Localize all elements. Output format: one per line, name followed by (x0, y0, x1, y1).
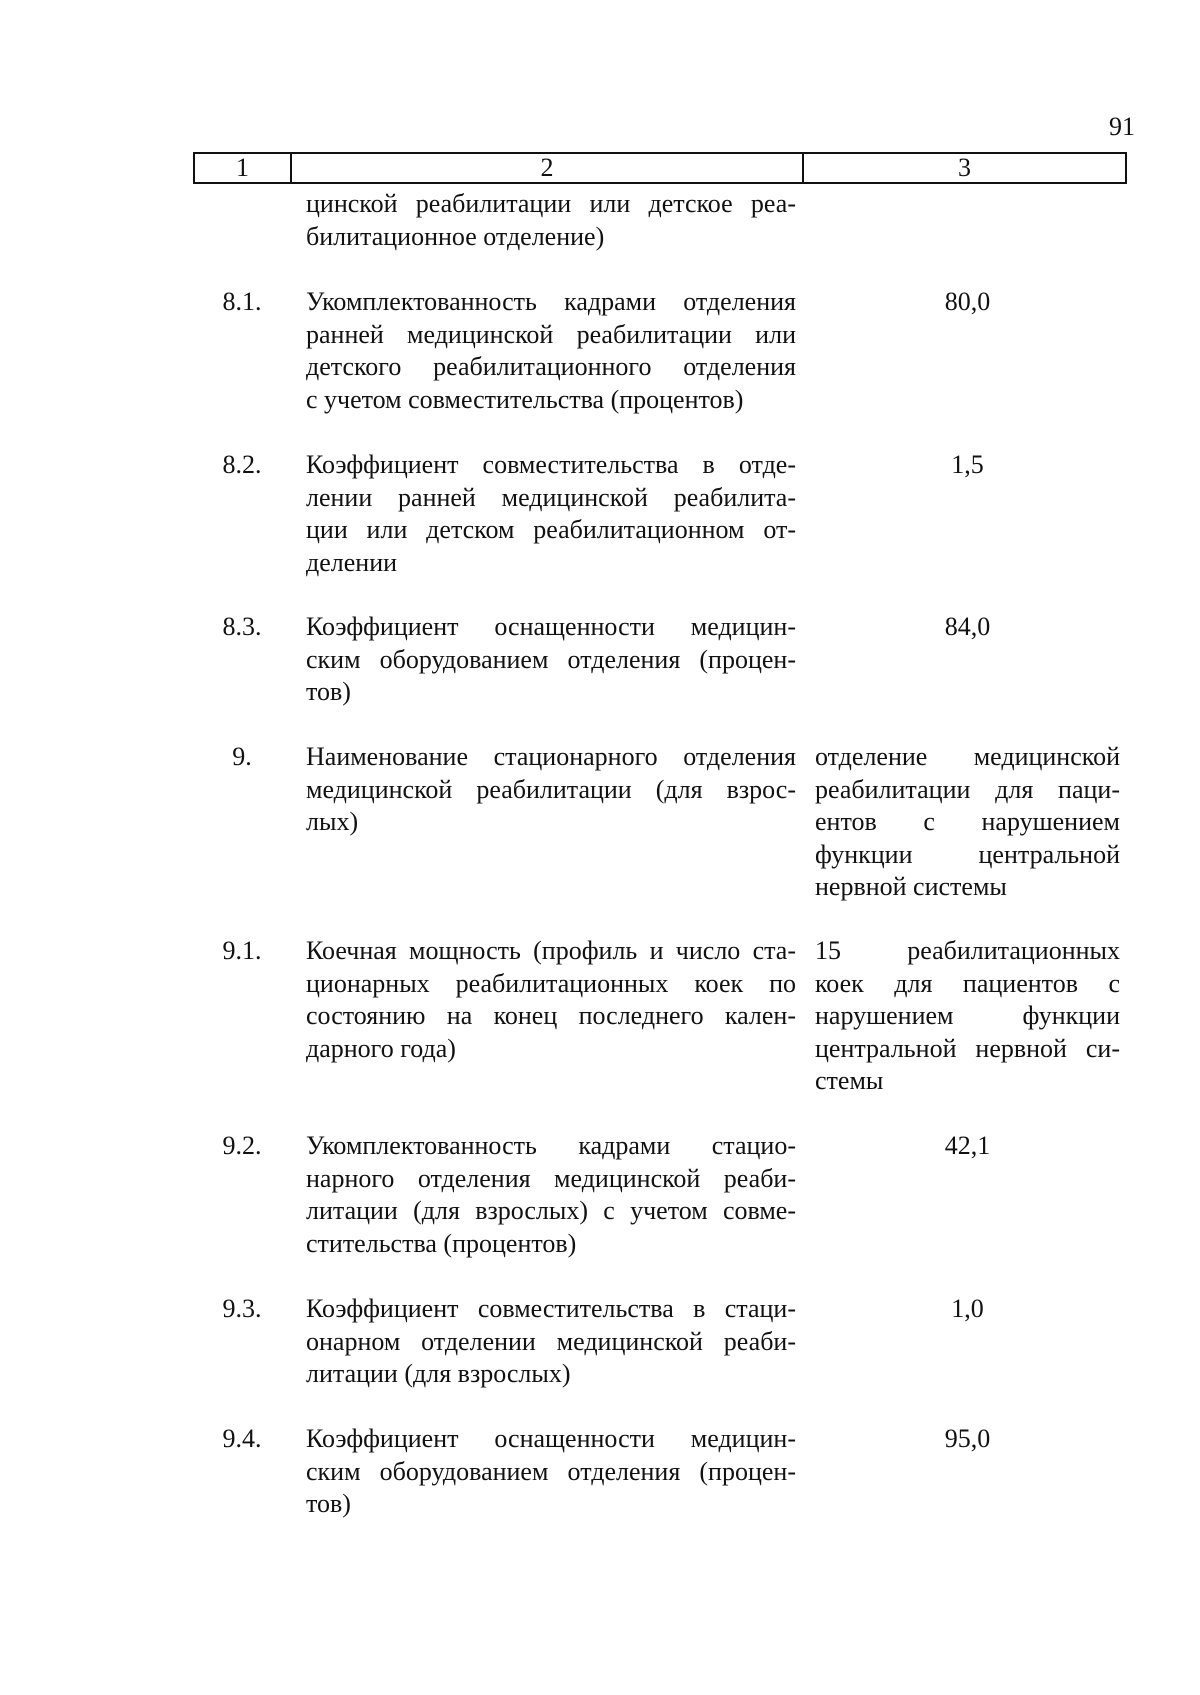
description-line: Наименование стационарного отделения (306, 742, 796, 771)
description-line: Коэффициент совместительства в стаци- (306, 1294, 796, 1323)
description-line: Укомплектованность кадрами отделения (306, 287, 796, 316)
header-col-2: 2 (292, 154, 804, 182)
header-col-3: 3 (958, 153, 971, 182)
description-line: стительства (процентов) (306, 1228, 577, 1258)
value-line: функции центральной (815, 839, 1120, 869)
page-number: 91 (1109, 112, 1135, 141)
row-number: 9.1. (222, 936, 262, 965)
description-line: ранней медицинской реабилитации или (306, 319, 796, 349)
description-line: медицинской реабилитации (для взрос- (306, 774, 796, 804)
continuation-text (306, 188, 796, 253)
row-value: 1,5 (951, 450, 984, 479)
value-line: нарушением функции (815, 1001, 1120, 1030)
row-number: 9.3. (222, 1294, 262, 1323)
description-line: Коэффициент совместительства в отде- (306, 450, 796, 479)
continuation-line: билитационное отделение) (306, 221, 605, 251)
row-description (306, 1293, 796, 1391)
description-line: ским оборудованием отделения (процен- (306, 1456, 796, 1486)
row-number: 8.3. (222, 612, 262, 641)
description-line: лых) (306, 807, 359, 836)
header-col-1: 1 (195, 154, 292, 182)
table-header (193, 152, 1127, 184)
value-line: центральной нервной си- (815, 1033, 1120, 1063)
row-number: 9.2. (222, 1131, 262, 1160)
row-description (306, 286, 796, 416)
value-line: нервной системы (815, 872, 1007, 901)
description-line: с учетом совместительства (процентов) (306, 384, 744, 414)
row-description (306, 1130, 796, 1260)
row-number: 8.2. (222, 450, 262, 479)
description-line: ции или детском реабилитационном от- (306, 515, 796, 544)
row-number: 8.1. (222, 287, 262, 316)
description-line: онарном отделении медицинской реаби- (306, 1326, 796, 1356)
row-value: 95,0 (944, 1424, 991, 1453)
description-line: тов) (306, 1489, 351, 1518)
description-line: литации (для взрослых) (306, 1359, 571, 1388)
row-number: 9.4. (222, 1424, 262, 1453)
description-line: Коэффициент оснащенности медицин- (306, 612, 796, 641)
value-line: 15 реабилитационных (815, 936, 1120, 965)
row-description (306, 741, 796, 839)
description-line: детского реабилитационного отделения (306, 352, 796, 381)
description-line: ционарных реабилитационных коек по (306, 968, 796, 998)
description-line: Коэффициент оснащенности медицин- (306, 1424, 796, 1453)
row-description (306, 935, 796, 1065)
row-value (815, 741, 1120, 904)
value-line: отделение медицинской (815, 742, 1120, 771)
description-line: тов) (306, 677, 351, 706)
row-number: 9. (232, 742, 252, 771)
value-line: ентов с нарушением (815, 807, 1120, 836)
continuation-line: цинской реабилитации или детское реа- (306, 189, 796, 218)
row-value: 84,0 (944, 612, 991, 641)
description-line: Укомплектованность кадрами стацио- (306, 1131, 796, 1160)
description-line: делении (306, 547, 398, 577)
description-line: нарного отделения медицинской реаби- (306, 1163, 796, 1193)
row-value (815, 935, 1120, 1098)
row-value: 80,0 (944, 287, 991, 316)
description-line: лении ранней медицинской реабилита- (306, 482, 796, 512)
row-description (306, 611, 796, 709)
description-line: литации (для взрослых) с учетом совме- (306, 1196, 796, 1225)
description-line: состоянию на конец последнего кален- (306, 1001, 796, 1030)
value-line: стемы (815, 1066, 884, 1095)
description-line: дарного года) (306, 1033, 456, 1063)
value-line: реабилитации для паци- (815, 774, 1120, 804)
row-description (306, 1423, 796, 1521)
description-line: Коечная мощность (профиль и число ста- (306, 936, 796, 965)
value-line: коек для пациентов с (815, 968, 1120, 998)
row-value: 42,1 (944, 1131, 991, 1160)
description-line: ским оборудованием отделения (процен- (306, 644, 796, 674)
row-value: 1,0 (951, 1294, 984, 1323)
row-description (306, 449, 796, 579)
